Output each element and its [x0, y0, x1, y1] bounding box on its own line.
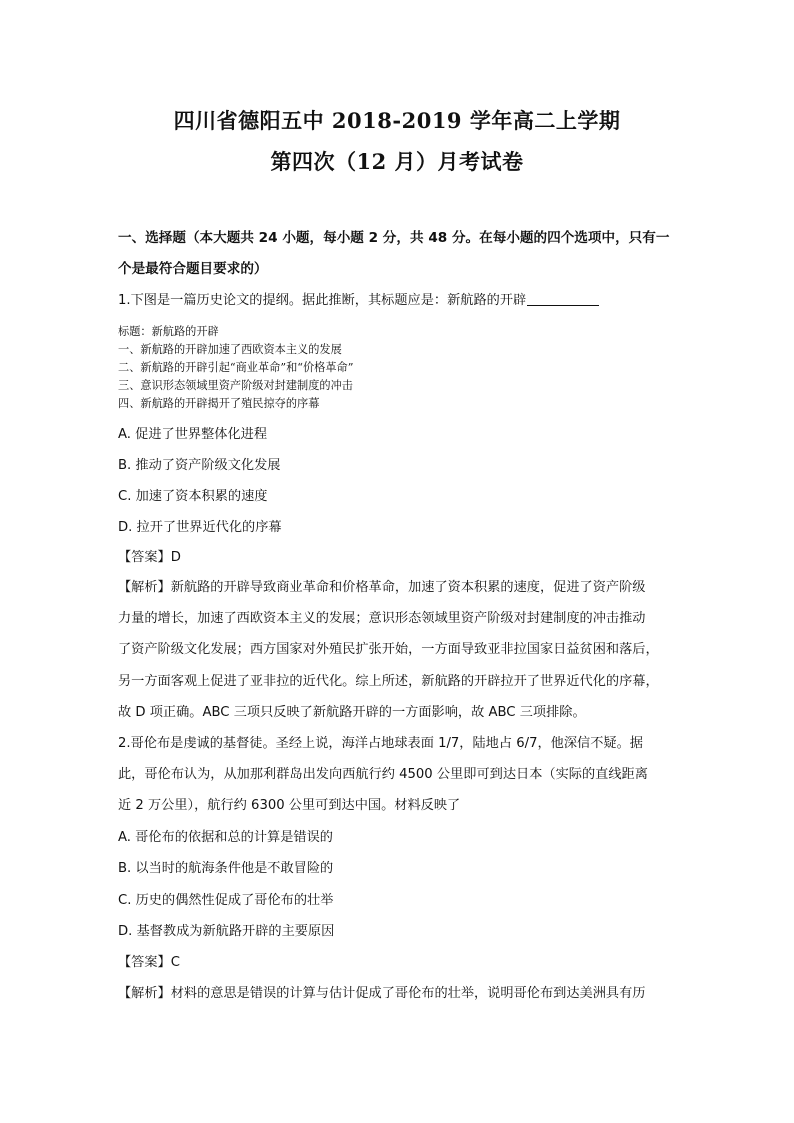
q2-stem-line: 近 2 万公里），航行约 6300 公里可到达中国。材料反映了 [118, 798, 461, 813]
q1-outline-item-3: 三、意识形态领域里资产阶级对封建制度的冲击 [118, 379, 353, 392]
q1-outline-item-1: 一、新航路的开辟加速了西欧资本主义的发展 [118, 343, 342, 356]
q2-analysis-line: 【解析】材料的意思是错误的计算与估计促成了哥伦布的壮举，说明哥伦布到达美洲具有历 [118, 986, 646, 1001]
section-heading-line1: 一、选择题（本大题共 24 小题，每小题 2 分，共 48 分。在每小题的四个选项中，只有一 [118, 230, 670, 246]
q1-analysis-line: 力量的增长，加速了西欧资本主义的发展；意识形态领域里资产阶级对封建制度的冲击推动 [118, 611, 646, 626]
q1-answer: 【答案】D [118, 550, 181, 565]
q1-option-c: C. 加速了资本积累的速度 [118, 489, 268, 504]
q2-option-c: C. 历史的偶然性促成了哥伦布的壮举 [118, 893, 334, 908]
q2-option-d: D. 基督教成为新航路开辟的主要原因 [118, 924, 335, 939]
exam-title-line2: 第四次（12 月）月考试卷 [270, 149, 524, 174]
exam-title-line1: 四川省德阳五中 2018-2019 学年高二上学期 [173, 108, 621, 133]
q1-outline-title: 标题：新航路的开辟 [118, 325, 219, 338]
q1-option-d: D. 拉开了世界近代化的序幕 [118, 520, 282, 535]
q1-analysis-line: 另一方面客观上促进了亚非拉的近代化。综上所述，新航路的开辟拉开了世界近代化的序幕， [118, 674, 659, 689]
q2-option-a: A. 哥伦布的依据和总的计算是错误的 [118, 830, 333, 845]
q2-option-b: B. 以当时的航海条件他是不敢冒险的 [118, 861, 334, 876]
q1-stem-text: 1.下图是一篇历史论文的提纲。据此推断，其标题应是：新航路的开辟 [118, 293, 527, 308]
q1-outline-item-2: 二、新航路的开辟引起“商业革命”和“价格革命” [118, 361, 354, 374]
q1-option-b: B. 推动了资产阶级文化发展 [118, 458, 281, 473]
q2-stem-line: 2.哥伦布是虔诚的基督徒。圣经上说，海洋占地球表面 1/7，陆地占 6/7，他深信不疑。据 [118, 736, 643, 751]
q1-analysis-line: 故 D 项正确。ABC 三项只反映了新航路开辟的一方面影响，故 ABC 三项排除。 [118, 705, 586, 720]
q1-analysis-line: 【解析】新航路的开辟导致商业革命和价格革命，加速了资本积累的速度，促进了资产阶级 [118, 580, 646, 595]
q2-answer: 【答案】C [118, 955, 180, 970]
q1-option-a: A. 促进了世界整体化进程 [118, 427, 268, 442]
q1-analysis-line: 了资产阶级文化发展；西方国家对外殖民扩张开始，一方面导致亚非拉国家日益贫困和落后， [118, 642, 659, 657]
q1-outline-item-4: 四、新航路的开辟揭开了殖民掠夺的序幕 [118, 397, 320, 410]
q1-stem [118, 291, 688, 311]
answer-blank [527, 291, 599, 306]
q2-stem-line: 此，哥伦布认为，从加那利群岛出发向西航行约 4500 公里即可到达日本（实际的直线距离 [118, 767, 648, 782]
section-heading-line2: 个是最符合题目要求的） [118, 261, 268, 277]
